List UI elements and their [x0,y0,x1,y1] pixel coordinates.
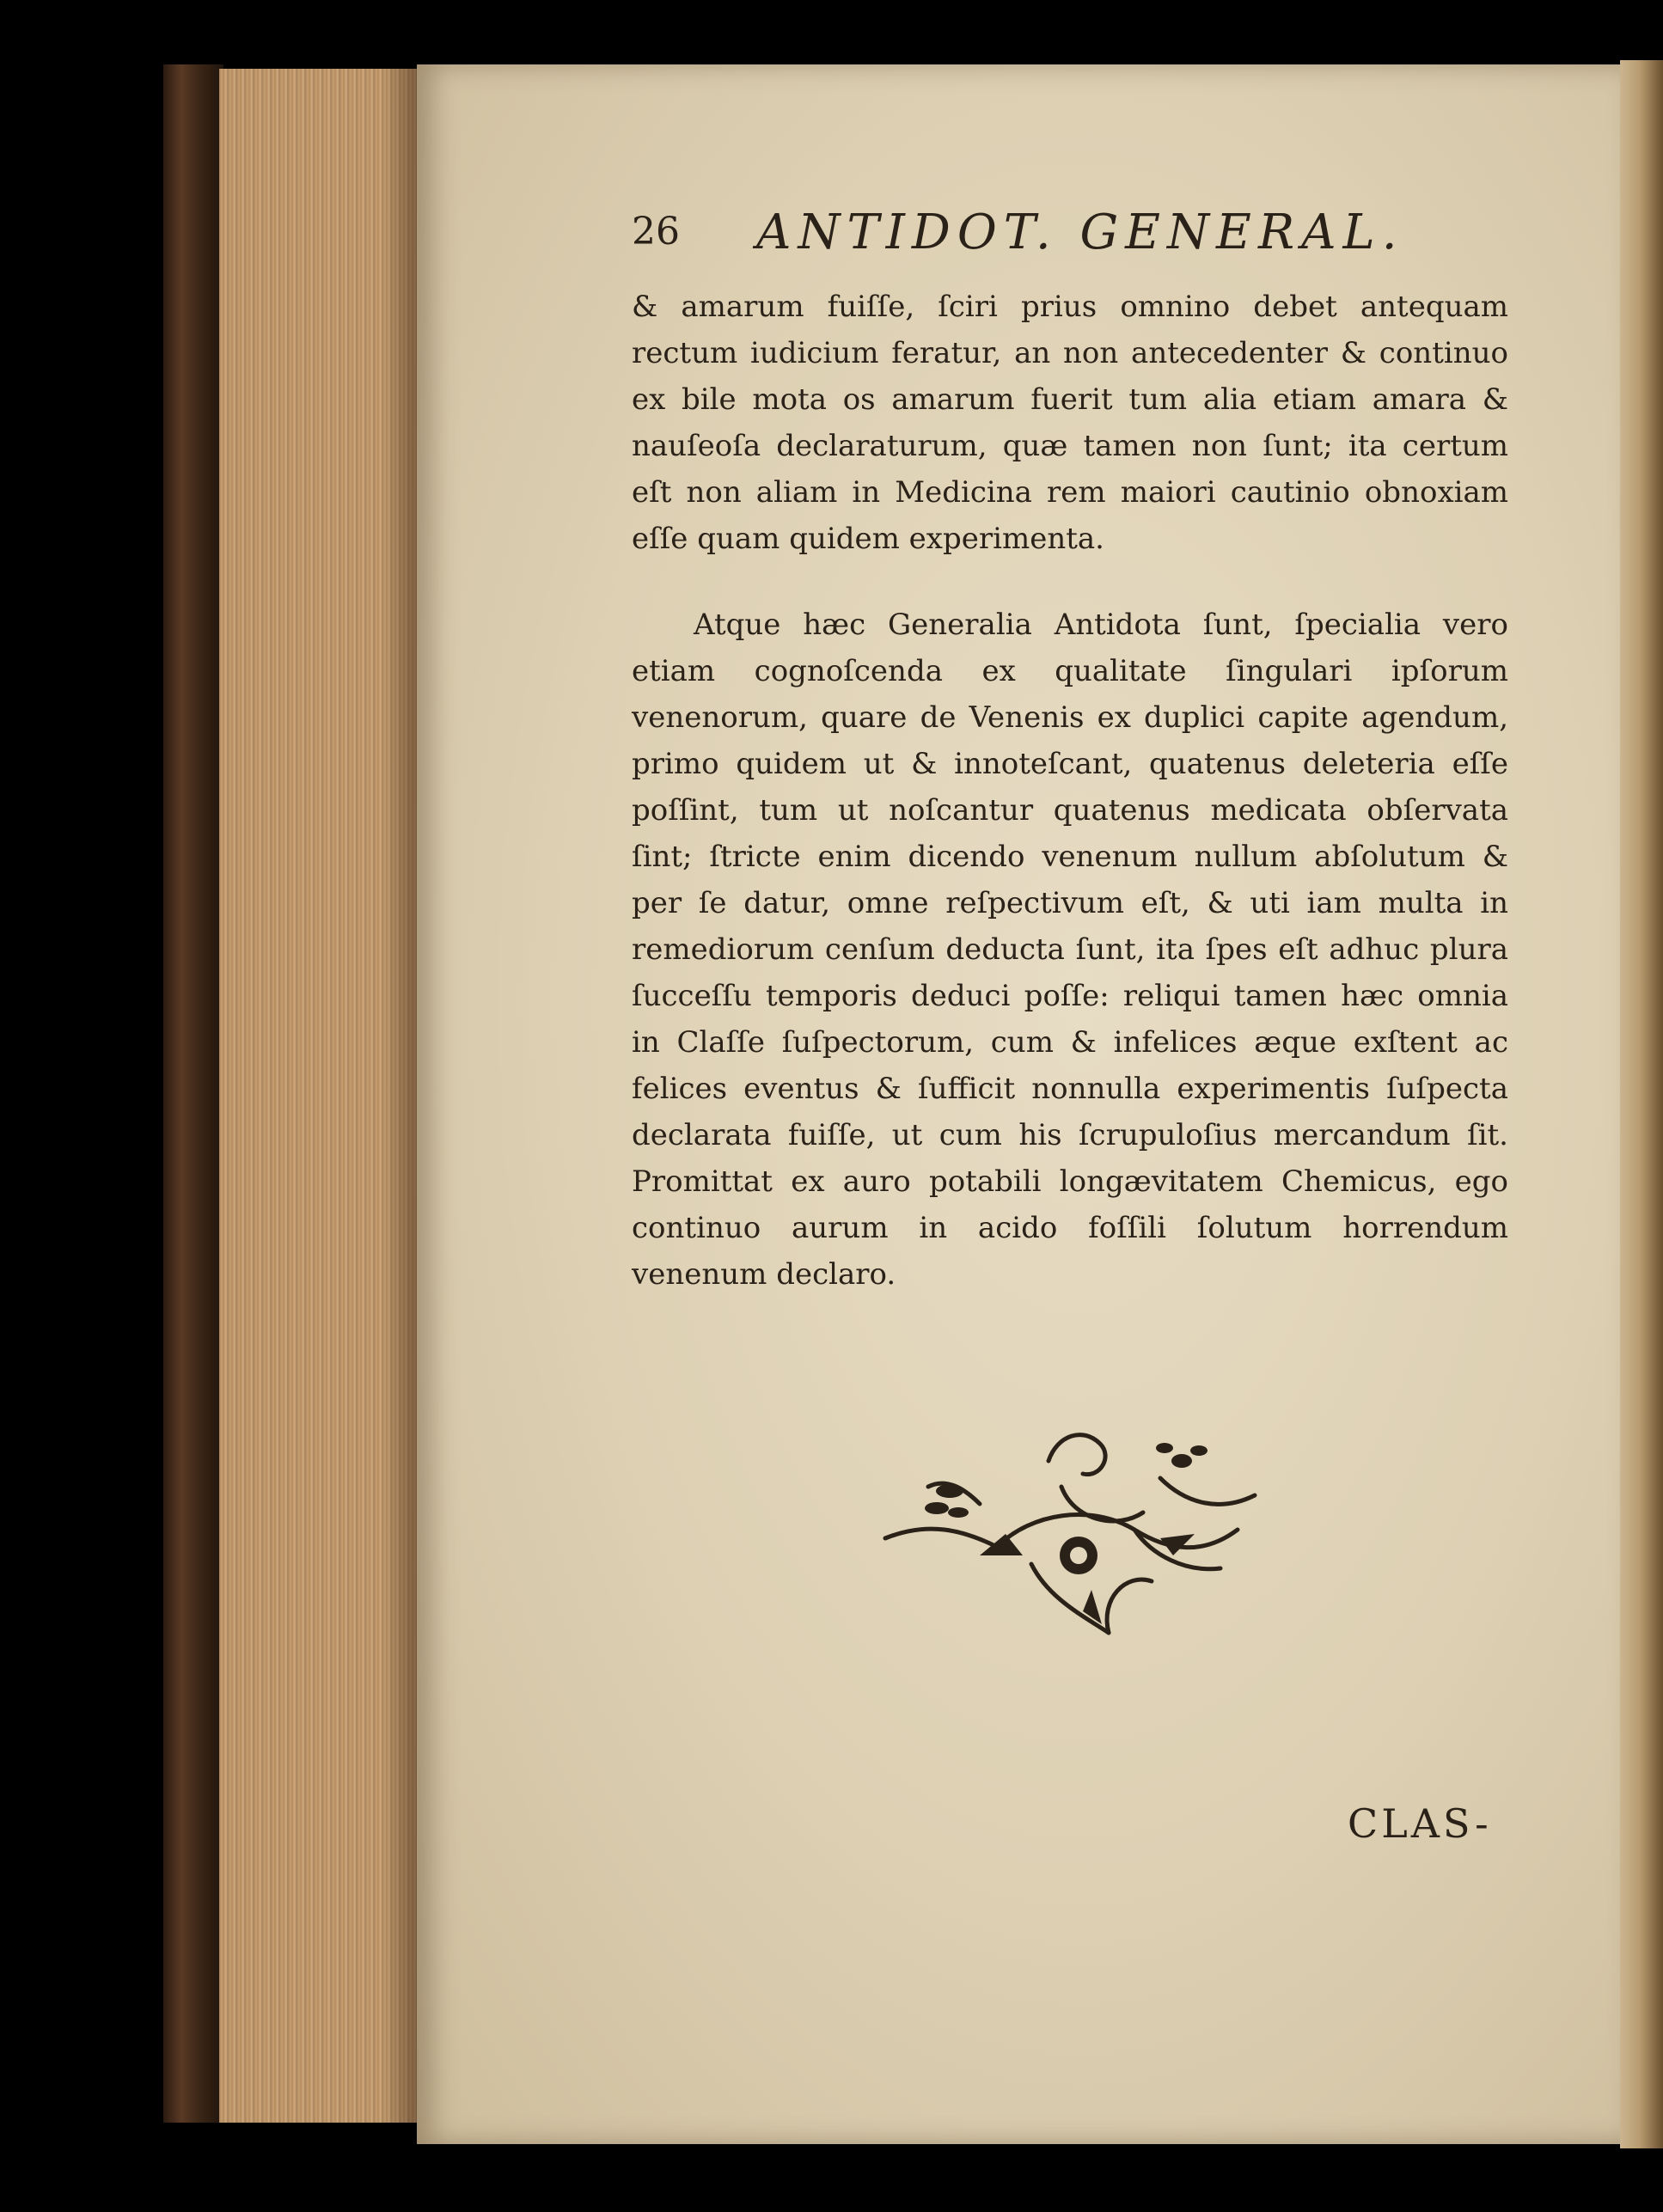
page-number: 26 [632,210,680,254]
paragraph-1: & amarum fuiſſe, ſciri prius omnino debet antequam rectum iudicium feratur, an non antecedenter & continuo ex bile mota os amarum fuerit tum alia etiam amara & nauſeoſa declaraturum, quæ tamen non ſunt; ita certum eſt non aliam in Medicina rem maiori cautinio obnoxiam eſſe quam quidem experimenta. [632,290,1508,556]
printers-ornament-icon [877,1427,1281,1659]
book-spine [163,64,223,2123]
catchword: CLAS- [1348,1800,1492,1847]
paragraph-2: Atque hæc Generalia Antidota ſunt, ſpecialia vero etiam cognoſcenda ex qualitate ſingulari ipſorum venenorum, quare de Venenis ex duplici capite agendum, primo quidem ut & innoteſcant, quatenus deleteria eſſe poſſint, tum ut noſcantur quatenus medicata obſervata ſint; ſtricte enim dicendo venenum nullum abſolutum & per ſe datur, omne reſpectivum eſt, & uti iam multa in remediorum cenſum deducta ſunt, ita ſpes eſt adhuc plura ſucceſſu temporis deduci poſſe: reliqui tamen hæc omnia in Claſſe ſuſpectorum, cum & infelices æque exſtent ac felices eventus & ſufficit nonnulla experimentis ſuſpecta declarata fuiſſe, ut cum his ſcrupuloſius mercandum ſit. Promittat ex auro potabili longævitatem Chemicus, ego continuo aurum in acido foſſili ſolutum horrendum venenum declaro. [632,608,1508,1292]
running-title: ANTIDOT. GENERAL. [756,205,1404,260]
page-header [632,205,1525,265]
page-block-edges [219,69,417,2123]
facing-page-edge [1620,60,1663,2148]
